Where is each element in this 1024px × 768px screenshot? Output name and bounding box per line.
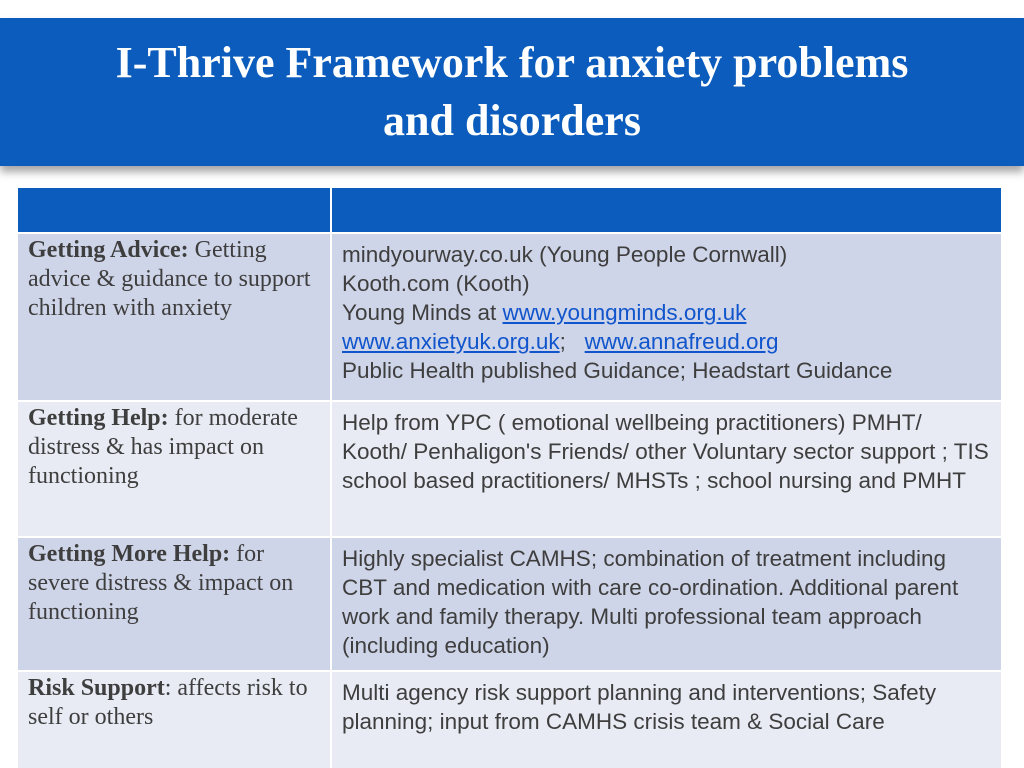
youngminds-link[interactable]: www.youngminds.org.uk (502, 300, 747, 325)
category-description: : affects risk to self or others (28, 675, 308, 730)
resource-mindyourway: mindyourway.co.uk (Young People Cornwall) (342, 242, 788, 267)
resources-text: Multi agency risk support planning and interventions; Safety planning; input from CAMHS crisis team & Social Care (342, 680, 937, 734)
resource-kooth: Kooth.com (Kooth) (342, 271, 530, 296)
title-line-1: I-Thrive Framework for anxiety problems (115, 38, 909, 87)
table-row-getting-help (17, 401, 1002, 537)
table-row-risk-support (17, 671, 1002, 768)
category-cell (17, 671, 331, 768)
slide-title (32, 34, 992, 150)
annafreud-link[interactable]: www.annafreud.org (584, 329, 779, 354)
category-lead: Getting More Help: (28, 541, 231, 567)
category-lead: Getting Help: (28, 405, 169, 431)
resources-cell (331, 537, 1002, 671)
resource-youngminds-label: Young Minds at (342, 300, 503, 325)
header-cell-category (17, 187, 331, 233)
category-description: for moderate distress & has impact on functioning (28, 405, 298, 489)
title-line-2: and disorders (383, 96, 641, 145)
category-lead: Getting Advice: (28, 237, 189, 263)
category-cell (17, 401, 331, 537)
thrive-table (16, 186, 1001, 768)
table-row-getting-advice (17, 233, 1002, 401)
link-separator: ; (559, 329, 585, 354)
category-description: Getting advice & guidance to support children with anxiety (28, 237, 311, 321)
resources-cell (331, 671, 1002, 768)
anxietyuk-link[interactable]: www.anxietyuk.org.uk (342, 329, 560, 354)
resource-links-row (342, 327, 991, 356)
resources-cell (331, 233, 1002, 401)
resources-text: Help from YPC ( emotional wellbeing practitioners) PMHT/ Kooth/ Penhaligon's Friends/ other Voluntary sector support ; TIS school based practitioners/ MHSTs ; school nursing and PMHT (342, 410, 989, 493)
table-header-row (17, 187, 1002, 233)
category-cell (17, 233, 331, 401)
resource-youngminds (342, 298, 991, 327)
resources-cell (331, 401, 1002, 537)
category-cell (17, 537, 331, 671)
table-row-getting-more-help (17, 537, 1002, 671)
category-description: for severe distress & impact on functioning (28, 541, 294, 625)
resource-guidance: Public Health published Guidance; Headstart Guidance (342, 358, 893, 383)
title-banner (0, 18, 1024, 166)
header-cell-support (331, 187, 1002, 233)
category-lead: Risk Support (28, 675, 165, 701)
resources-text: Highly specialist CAMHS; combination of treatment including CBT and medication with care co-ordination. Additional parent work and family therapy. Multi professional team approach (including education) (342, 546, 959, 658)
